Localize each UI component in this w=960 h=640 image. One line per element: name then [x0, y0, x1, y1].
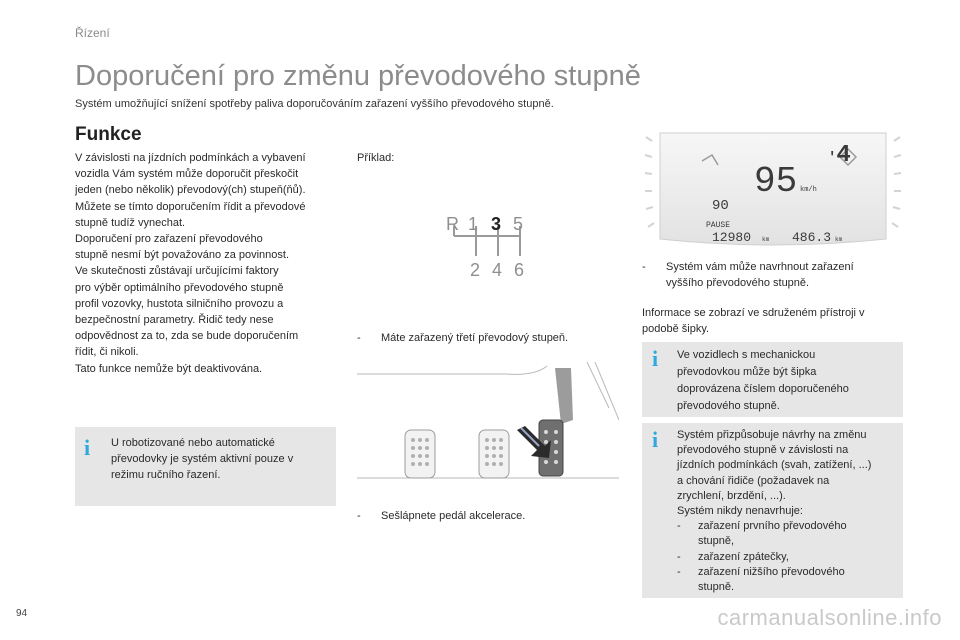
example-label: Příklad:	[357, 152, 395, 164]
gear-label-5: 5	[513, 214, 524, 234]
gear-label-r: R	[446, 214, 459, 234]
accelerator-pedal	[517, 368, 573, 476]
cluster-trip: 486.3	[792, 230, 832, 245]
list-item: - zařazení prvního převodového stupně,	[677, 520, 847, 548]
gear-shift-indicator: '4	[828, 142, 851, 169]
bullet-current-gear: - Máte zařazený třetí převodový stupeň.	[357, 332, 569, 344]
info-box-adaptive	[642, 423, 903, 598]
list-item: - zařazení zpátečky,	[677, 550, 789, 563]
info-box-automatic-text: U robotizované nebo automatické převodovky je systém aktivní pouze v režimu ručního řazení.	[111, 437, 294, 482]
info-icon: i	[652, 427, 659, 452]
cluster-odometer: 12980	[712, 230, 752, 245]
info-icon: i	[652, 346, 659, 371]
funkce-body	[75, 150, 345, 377]
cluster-pause-label: PAUSE	[706, 221, 731, 230]
cluster-odometer-unit: km	[762, 236, 770, 243]
funkce-paragraph-3: Tato funkce nemůže být deaktivována.	[75, 362, 263, 375]
bullet-press-pedal: - Sešlápnete pedál akcelerace.	[357, 510, 526, 522]
brake-pedal	[479, 430, 509, 478]
gear-pattern-diagram	[446, 208, 536, 284]
pedals-illustration	[357, 362, 619, 490]
section-label: Řízení	[75, 26, 110, 40]
page-title: Doporučení pro změnu převodového stupně	[75, 60, 641, 92]
instrument-cluster-illustration	[642, 127, 904, 251]
info-box-adaptive-content	[677, 428, 899, 595]
info-box-manual-text: Ve vozidlech s mechanickou převodovkou může být šipka doprovázena číslem doporučeného převodového stupně.	[677, 349, 849, 412]
cluster-speed: 95	[754, 161, 798, 202]
info-box-automatic	[75, 427, 336, 506]
cluster-trip-unit: km	[835, 236, 843, 243]
display-info-text: Informace se zobrazí ve sdruženém přístroji v podobě šipky.	[642, 307, 865, 336]
info-box-adaptive-text: Systém přizpůsobuje návrhy na změnu převodového stupně v závislosti na jízdních podmínkách (svah, zatížení, ...) a chování řidiče (požadavek na zrychlení, brzdění, ...). Systém nikdy nenavrhuje:	[677, 429, 872, 518]
gear-label-1: 1	[468, 214, 479, 234]
gear-label-4: 4	[492, 260, 503, 280]
never-suggested-list	[677, 519, 899, 595]
funkce-paragraph-1: V závislosti na jízdních podmínkách a vybavení vozidla Vám systém může doporučit přeskočit jeden (nebo několik) převodový(ch) stupeň(ňů). Můžete se tímto doporučením řídit a převodové stupně tudíž vynechat.	[75, 152, 306, 229]
funkce-paragraph-2: Doporučení pro zařazení převodového stupně nesmí být považováno za povinnost. Ve skutečnosti zůstávají určujícími faktory pro výběr optimálního převodového stupně profil vozovky, hustota silničního provozu a bezpečnostní parametry. Řidič tedy nese odpovědnost za to, zda se bude doporučením řídit, či nikoli.	[75, 233, 299, 359]
info-icon: i	[84, 435, 91, 460]
cluster-speed-unit: km/h	[800, 186, 817, 194]
bullet-suggest-gear: - Systém vám může navrhnout zařazení vyššího převodového stupně.	[642, 261, 854, 290]
page-subtitle: Systém umožňující snížení spotřeby paliva doporučováním zařazení vyššího převodového stupně.	[75, 98, 554, 110]
watermark: carmanualsonline.info	[717, 605, 942, 630]
cluster-cruise-value: 90	[712, 198, 729, 214]
gear-label-6: 6	[514, 260, 525, 280]
gear-label-3-active: 3	[491, 214, 502, 234]
list-item: - zařazení nižšího převodového stupně.	[677, 565, 845, 594]
clutch-pedal	[405, 430, 435, 478]
page-number: 94	[16, 608, 28, 619]
gear-label-2: 2	[470, 260, 481, 280]
info-box-manual	[642, 342, 903, 417]
section-heading-funkce: Funkce	[75, 124, 142, 145]
